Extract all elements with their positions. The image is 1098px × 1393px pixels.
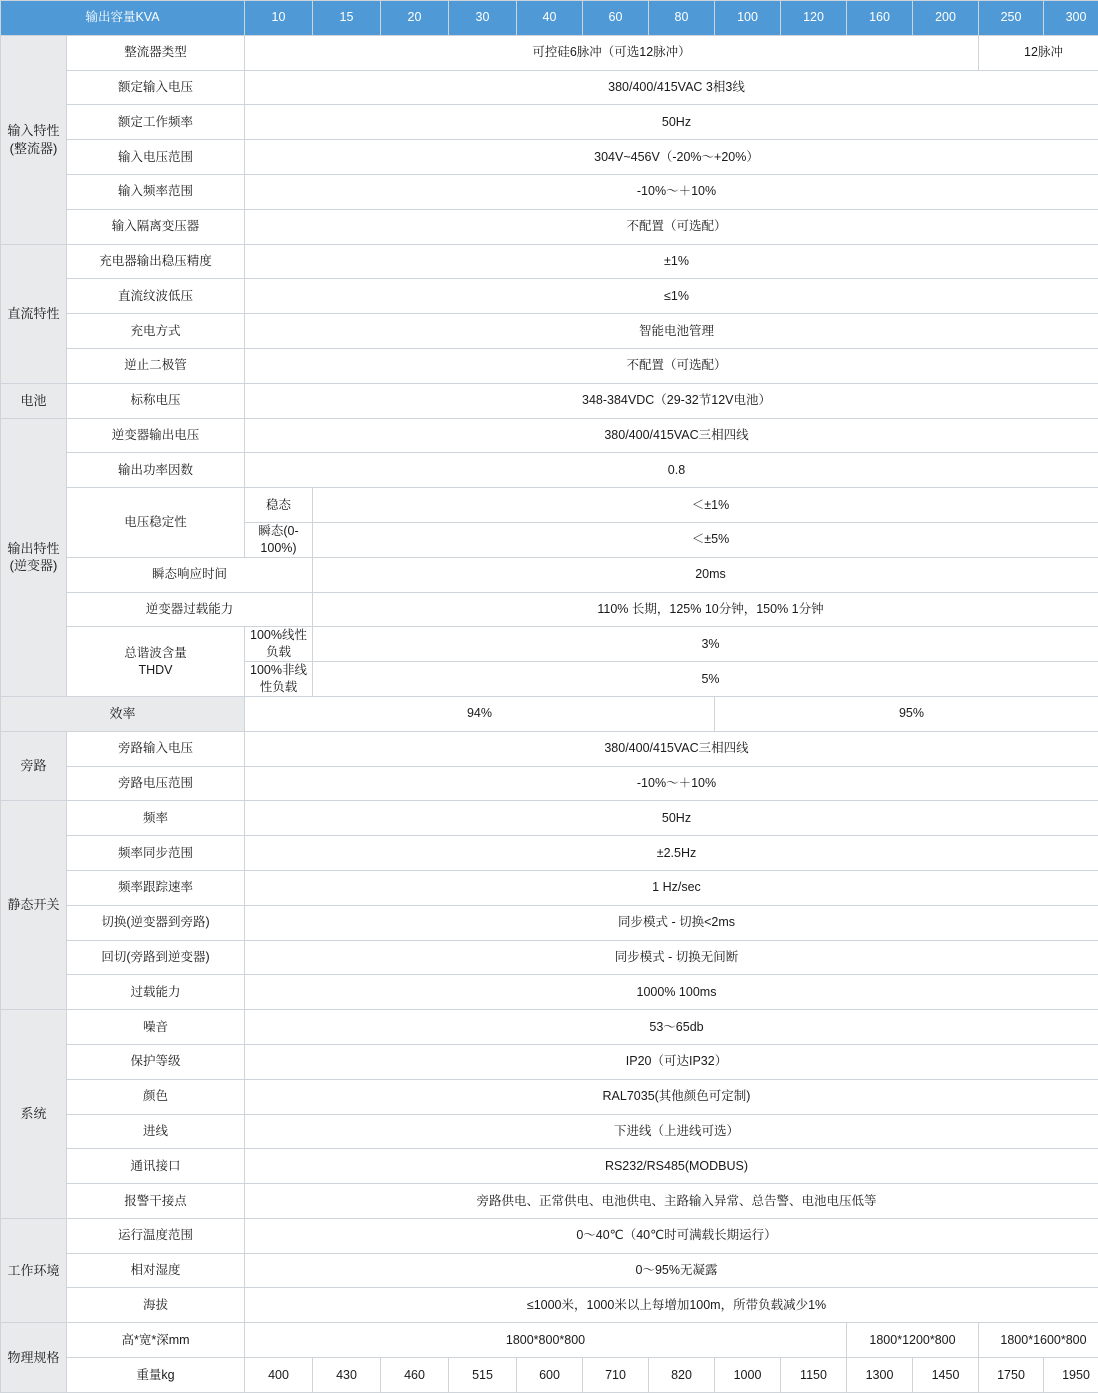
value-nominal-voltage: 348-384VDC（29-32节12V电池） (245, 383, 1098, 418)
table-row (1, 314, 1098, 349)
table-row (1, 35, 1098, 70)
value-overload-capacity: 1000% 100ms (245, 975, 1098, 1010)
value-input-voltage-range: 304V~456V（-20%～+20%） (245, 140, 1098, 175)
value-operating-temp: 0～40℃（40℃时可满载长期运行） (245, 1218, 1098, 1253)
table-row (1, 174, 1098, 209)
row-label-weight: 重量kg (67, 1358, 245, 1393)
table-row (1, 1114, 1098, 1149)
table-row (1, 975, 1098, 1010)
row-label-switch-inverter-to-bypass: 切换(逆变器到旁路) (67, 905, 245, 940)
table-row (1, 1184, 1098, 1219)
table-row (1, 488, 1098, 523)
table-row (1, 244, 1098, 279)
value-weight-10: 400 (245, 1358, 313, 1393)
value-transient-state: ＜±5% (313, 522, 1098, 557)
row-label-cable-entry: 进线 (67, 1114, 245, 1149)
value-noise: 53～65db (245, 1010, 1098, 1045)
table-row (1, 453, 1098, 488)
value-weight-160: 1300 (847, 1358, 913, 1393)
value-input-freq-range: -10%～＋10% (245, 174, 1098, 209)
value-altitude: ≤1000米，1000米以上每增加100m，所带负载减少1% (245, 1288, 1098, 1323)
value-inverter-output-voltage: 380/400/415VAC三相四线 (245, 418, 1098, 453)
table-row (1, 1218, 1098, 1253)
row-label-frequency: 频率 (67, 801, 245, 836)
group-label-physical: 物理规格 (1, 1323, 67, 1393)
row-label-comm-interface: 通讯接口 (67, 1149, 245, 1184)
table-row (1, 1149, 1098, 1184)
value-dc-ripple: ≤1% (245, 279, 1098, 314)
table-row (1, 905, 1098, 940)
value-bypass-voltage-range: -10%～＋10% (245, 766, 1098, 801)
value-rectifier-type-alt: 12脉冲 (979, 35, 1098, 70)
header-capacity-60: 60 (583, 1, 649, 36)
sub-label-transient-state: 瞬态(0-100%) (245, 522, 313, 557)
row-label-input-freq-range: 输入频率范围 (67, 174, 245, 209)
table-row (1, 731, 1098, 766)
row-label-inverter-overload: 逆变器过载能力 (67, 592, 313, 627)
sub-label-steady-state: 稳态 (245, 488, 313, 523)
header-capacity-15: 15 (313, 1, 381, 36)
group-label-input-line1: 输入特性 (1, 122, 66, 140)
group-label-input-line2: (整流器) (1, 140, 66, 158)
value-blocking-diode: 不配置（可选配） (245, 348, 1098, 383)
value-bypass-input-voltage: 380/400/415VAC三相四线 (245, 731, 1098, 766)
value-rated-input-voltage: 380/400/415VAC 3相3线 (245, 70, 1098, 105)
table-row (1, 1323, 1098, 1358)
row-label-thdv-line1: 总谐波含量 (67, 645, 244, 662)
table-row (1, 627, 1098, 662)
table-row (1, 940, 1098, 975)
row-label-voltage-stability: 电压稳定性 (67, 488, 245, 558)
value-frequency: 50Hz (245, 801, 1098, 836)
row-label-input-voltage-range: 输入电压范围 (67, 140, 245, 175)
header-capacity-80: 80 (649, 1, 715, 36)
row-label-efficiency: 效率 (1, 696, 245, 731)
group-label-output-line1: 输出特性 (1, 540, 66, 558)
group-label-environment: 工作环境 (1, 1218, 67, 1322)
value-freq-sync-range: ±2.5Hz (245, 836, 1098, 871)
row-label-switch-bypass-to-inverter: 回切(旁路到逆变器) (67, 940, 245, 975)
value-dimensions-large: 1800*1600*800 (979, 1323, 1098, 1358)
sub-label-thdv-linear: 100%线性负载 (245, 627, 313, 662)
table-row (1, 1079, 1098, 1114)
value-transient-response: 20ms (313, 557, 1098, 592)
row-label-inverter-output-voltage: 逆变器输出电压 (67, 418, 245, 453)
table-row (1, 279, 1098, 314)
value-efficiency-high: 95% (715, 696, 1098, 731)
group-label-static-switch: 静态开关 (1, 801, 67, 1010)
row-label-relative-humidity: 相对湿度 (67, 1253, 245, 1288)
row-label-rated-input-voltage: 额定输入电压 (67, 70, 245, 105)
value-weight-80: 820 (649, 1358, 715, 1393)
value-relative-humidity: 0～95%无凝露 (245, 1253, 1098, 1288)
table-row (1, 836, 1098, 871)
value-thdv-linear: 3% (313, 627, 1098, 662)
group-label-dc: 直流特性 (1, 244, 67, 383)
value-weight-100: 1000 (715, 1358, 781, 1393)
table-row (1, 1044, 1098, 1079)
value-weight-20: 460 (381, 1358, 449, 1393)
table-row (1, 70, 1098, 105)
row-label-altitude: 海拔 (67, 1288, 245, 1323)
value-dimensions-mid: 1800*1200*800 (847, 1323, 979, 1358)
value-input-isolation-transformer: 不配置（可选配） (245, 209, 1098, 244)
header-capacity-120: 120 (781, 1, 847, 36)
header-capacity-200: 200 (913, 1, 979, 36)
row-label-protection-level: 保护等级 (67, 1044, 245, 1079)
value-dimensions-small: 1800*800*800 (245, 1323, 847, 1358)
value-freq-track-rate: 1 Hz/sec (245, 870, 1098, 905)
row-label-rated-frequency: 额定工作频率 (67, 105, 245, 140)
row-label-bypass-input-voltage: 旁路输入电压 (67, 731, 245, 766)
row-label-output-power-factor: 输出功率因数 (67, 453, 245, 488)
row-label-charge-mode: 充电方式 (67, 314, 245, 349)
row-label-overload-capacity: 过载能力 (67, 975, 245, 1010)
value-weight-15: 430 (313, 1358, 381, 1393)
table-row (1, 1358, 1098, 1393)
table-row (1, 418, 1098, 453)
value-rectifier-type-main: 可控硅6脉冲（可选12脉冲） (245, 35, 979, 70)
table-row (1, 1253, 1098, 1288)
value-weight-30: 515 (449, 1358, 517, 1393)
table-header-row (1, 1, 1098, 36)
row-label-dimensions: 高*宽*深mm (67, 1323, 245, 1358)
row-label-nominal-voltage: 标称电压 (67, 383, 245, 418)
group-label-bypass: 旁路 (1, 731, 67, 801)
row-label-operating-temp: 运行温度范围 (67, 1218, 245, 1253)
value-switch-bypass-to-inverter: 同步模式 - 切换无间断 (245, 940, 1098, 975)
header-capacity-300: 300 (1044, 1, 1098, 36)
row-label-rectifier-type: 整流器类型 (67, 35, 245, 70)
table-row (1, 557, 1098, 592)
value-steady-state: ＜±1% (313, 488, 1098, 523)
value-charge-mode: 智能电池管理 (245, 314, 1098, 349)
table-row (1, 1288, 1098, 1323)
row-label-noise: 噪音 (67, 1010, 245, 1045)
group-label-output-line2: (逆变器) (1, 557, 66, 575)
value-efficiency-low: 94% (245, 696, 715, 731)
row-label-freq-track-rate: 频率跟踪速率 (67, 870, 245, 905)
value-color: RAL7035(其他颜色可定制) (245, 1079, 1098, 1114)
row-label-transient-response: 瞬态响应时间 (67, 557, 313, 592)
row-label-color: 颜色 (67, 1079, 245, 1114)
value-charger-stability: ±1% (245, 244, 1098, 279)
table-row (1, 592, 1098, 627)
value-comm-interface: RS232/RS485(MODBUS) (245, 1149, 1098, 1184)
header-capacity-20: 20 (381, 1, 449, 36)
value-rated-frequency: 50Hz (245, 105, 1098, 140)
value-switch-inverter-to-bypass: 同步模式 - 切换<2ms (245, 905, 1098, 940)
table-row (1, 105, 1098, 140)
table-row (1, 383, 1098, 418)
table-row (1, 766, 1098, 801)
group-label-battery: 电池 (1, 383, 67, 418)
row-label-charger-stability: 充电器输出稳压精度 (67, 244, 245, 279)
value-weight-300: 1950 (1044, 1358, 1098, 1393)
row-label-blocking-diode: 逆止二极管 (67, 348, 245, 383)
value-protection-level: IP20（可达IP32） (245, 1044, 1098, 1079)
row-label-thdv (67, 627, 245, 697)
value-thdv-nonlinear: 5% (313, 662, 1098, 697)
header-capacity-40: 40 (517, 1, 583, 36)
header-capacity-30: 30 (449, 1, 517, 36)
table-row (1, 1010, 1098, 1045)
group-label-system: 系统 (1, 1010, 67, 1219)
header-capacity-title: 输出容量KVA (1, 1, 245, 36)
group-label-input (1, 35, 67, 244)
value-weight-120: 1150 (781, 1358, 847, 1393)
group-label-output (1, 418, 67, 696)
row-label-thdv-line2: THDV (67, 662, 244, 679)
value-weight-250: 1750 (979, 1358, 1044, 1393)
header-capacity-100: 100 (715, 1, 781, 36)
value-output-power-factor: 0.8 (245, 453, 1098, 488)
value-alarm-contacts: 旁路供电、正常供电、电池供电、主路输入异常、总告警、电池电压低等 (245, 1184, 1098, 1219)
table-row (1, 870, 1098, 905)
header-capacity-10: 10 (245, 1, 313, 36)
value-cable-entry: 下进线（上进线可选） (245, 1114, 1098, 1149)
value-weight-60: 710 (583, 1358, 649, 1393)
table-row (1, 696, 1098, 731)
value-weight-200: 1450 (913, 1358, 979, 1393)
row-label-freq-sync-range: 频率同步范围 (67, 836, 245, 871)
row-label-bypass-voltage-range: 旁路电压范围 (67, 766, 245, 801)
value-weight-40: 600 (517, 1358, 583, 1393)
header-capacity-250: 250 (979, 1, 1044, 36)
row-label-alarm-contacts: 报警干接点 (67, 1184, 245, 1219)
table-row (1, 209, 1098, 244)
table-row (1, 801, 1098, 836)
table-row (1, 348, 1098, 383)
value-inverter-overload: 110% 长期，125% 10分钟，150% 1分钟 (313, 592, 1098, 627)
row-label-dc-ripple: 直流纹波低压 (67, 279, 245, 314)
header-capacity-160: 160 (847, 1, 913, 36)
row-label-input-isolation-transformer: 输入隔离变压器 (67, 209, 245, 244)
sub-label-thdv-nonlinear: 100%非线性负载 (245, 662, 313, 697)
table-row (1, 140, 1098, 175)
